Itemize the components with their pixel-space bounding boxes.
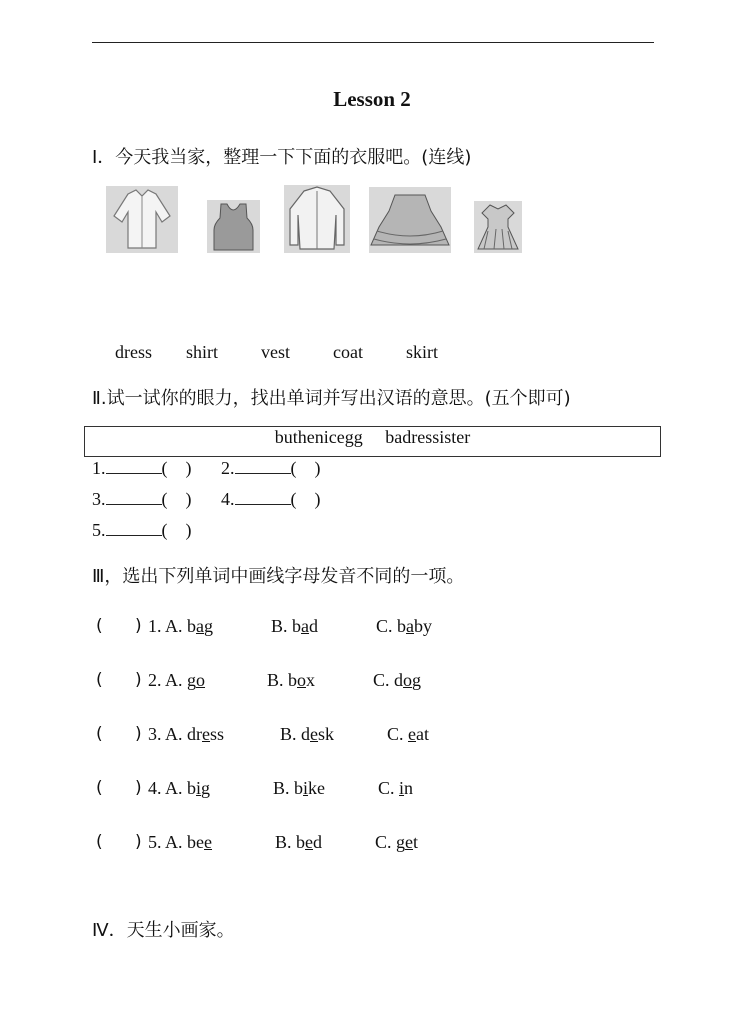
blank-5-line[interactable] <box>106 521 162 536</box>
question-1-option-a[interactable] <box>148 616 213 637</box>
question-2-option-a-underlined-letter: o <box>196 670 206 690</box>
blank-4-paren[interactable]: ( ) <box>290 489 321 509</box>
blank-2-paren[interactable]: ( ) <box>290 458 321 478</box>
question-4-option-b-pre: b <box>294 778 304 798</box>
question-4-option-c[interactable] <box>378 778 413 799</box>
question-5-option-c-post: t <box>413 832 419 852</box>
question-3-option-a-pre: dr <box>187 724 203 744</box>
question-5-option-c-label: C. <box>375 832 392 852</box>
question-1-option-a-post: g <box>204 616 214 636</box>
blank-2-number: 2. <box>221 458 235 478</box>
word-dress: dress <box>115 342 152 362</box>
section-3-heading: Ⅲ，选出下列单词中画线字母发音不同的一项。 <box>92 566 465 587</box>
question-2-option-a-pre: g <box>187 670 197 690</box>
question-3-option-b-pre: d <box>301 724 311 744</box>
word-coat: coat <box>333 342 363 362</box>
question-1-option-b-post: d <box>309 616 319 636</box>
question-1-option-c-post: by <box>414 616 433 636</box>
question-4-option-b[interactable] <box>273 778 325 799</box>
shirt-picture <box>106 186 178 253</box>
question-1-option-b-underlined-letter: a <box>301 616 310 636</box>
question-4-option-a-post: g <box>201 778 211 798</box>
question-5-option-c[interactable] <box>375 832 418 853</box>
question-4-option-a-underlined-letter: i <box>196 778 202 798</box>
question-4-option-b-post: ke <box>308 778 326 798</box>
question-5-option-b-underlined-letter: e <box>305 832 314 852</box>
blank-3-number: 3. <box>92 489 106 509</box>
question-1-option-a-label: 1. A. <box>148 616 183 636</box>
question-2-option-b-label: B. <box>267 670 284 690</box>
page-title: Lesson 2 <box>333 87 411 111</box>
section-4-heading: Ⅳ．天生小画家。 <box>92 920 235 941</box>
section-2-heading: Ⅱ.试一试你的眼力，找出单词并写出汉语的意思。(五个即可) <box>92 388 571 409</box>
question-3-option-a-underlined-letter: e <box>202 724 211 744</box>
question-1-option-c-underlined-letter: a <box>406 616 415 636</box>
question-2-option-b-pre: b <box>288 670 298 690</box>
question-1-option-c-label: C. <box>376 616 393 636</box>
question-5-answer-paren[interactable]: ( ) <box>96 832 142 852</box>
question-1-option-b[interactable] <box>271 616 318 637</box>
dress-picture <box>474 201 522 253</box>
question-2-option-c-post: g <box>412 670 422 690</box>
question-4-option-b-underlined-letter: i <box>303 778 309 798</box>
question-1-option-b-label: B. <box>271 616 288 636</box>
question-5-option-b[interactable] <box>275 832 322 853</box>
question-4-option-a[interactable] <box>148 778 210 799</box>
word-puzzle-text: buthenicegg badressister <box>274 427 471 447</box>
question-4-option-c-label: C. <box>378 778 395 798</box>
question-3-option-b-underlined-letter: e <box>310 724 319 744</box>
question-1-option-c-pre: b <box>397 616 407 636</box>
question-1-answer-paren[interactable]: ( ) <box>96 616 142 636</box>
question-5-option-a[interactable] <box>148 832 212 853</box>
question-3-option-c-underlined-letter: e <box>408 724 417 744</box>
blank-5-number: 5. <box>92 520 106 540</box>
blank-1 <box>92 458 192 479</box>
question-3-option-c-label: C. <box>387 724 404 744</box>
blank-3 <box>92 489 192 510</box>
vest-picture <box>207 200 260 253</box>
question-4-option-a-label: 4. A. <box>148 778 183 798</box>
question-1-option-a-underlined-letter: a <box>196 616 205 636</box>
question-2-option-b-underlined-letter: o <box>297 670 307 690</box>
header-rule <box>92 42 654 43</box>
question-4-option-a-pre: b <box>187 778 197 798</box>
question-5-option-a-underlined-letter: e <box>204 832 213 852</box>
question-1-option-c[interactable] <box>376 616 432 637</box>
question-1-option-a-pre: b <box>187 616 197 636</box>
question-4-option-b-label: B. <box>273 778 290 798</box>
question-5-option-c-underlined-letter: e <box>405 832 414 852</box>
question-3-option-b[interactable] <box>280 724 334 745</box>
question-1-option-b-pre: b <box>292 616 302 636</box>
question-3-option-a[interactable] <box>148 724 224 745</box>
question-2-option-a-label: 2. A. <box>148 670 183 690</box>
blank-5-paren[interactable]: ( ) <box>161 520 192 540</box>
word-skirt: skirt <box>406 342 439 362</box>
blank-3-paren[interactable]: ( ) <box>161 489 192 509</box>
blank-4 <box>221 489 321 510</box>
question-3-option-b-post: sk <box>318 724 335 744</box>
blank-5 <box>92 520 192 541</box>
coat-picture <box>284 185 350 253</box>
question-4-option-c-underlined-letter: i <box>399 778 405 798</box>
blank-4-number: 4. <box>221 489 235 509</box>
question-5-option-a-label: 5. A. <box>148 832 183 852</box>
blank-2 <box>221 458 321 479</box>
question-5-option-a-pre: be <box>187 832 205 852</box>
question-4-option-c-post: n <box>404 778 414 798</box>
blank-1-paren[interactable]: ( ) <box>161 458 192 478</box>
word-shirt: shirt <box>186 342 219 362</box>
blank-1-line[interactable] <box>106 459 162 474</box>
question-2-answer-paren[interactable]: ( ) <box>96 670 142 690</box>
blank-4-line[interactable] <box>235 490 291 505</box>
skirt-picture <box>369 187 451 253</box>
question-3-option-c-post: at <box>416 724 430 744</box>
question-4-answer-paren[interactable]: ( ) <box>96 778 142 798</box>
question-5-option-b-pre: b <box>296 832 306 852</box>
question-3-option-a-label: 3. A. <box>148 724 183 744</box>
question-3-option-a-post: ss <box>210 724 225 744</box>
question-3-option-c[interactable] <box>387 724 429 745</box>
word-vest: vest <box>261 342 290 362</box>
blank-2-line[interactable] <box>235 459 291 474</box>
question-2-option-c-label: C. <box>373 670 390 690</box>
question-3-answer-paren[interactable]: ( ) <box>96 724 142 744</box>
question-2-option-b-post: x <box>306 670 316 690</box>
question-2-option-c[interactable] <box>373 670 421 691</box>
section-1-heading: I．今天我当家，整理一下下面的衣服吧。(连线) <box>92 147 472 168</box>
question-5-option-b-label: B. <box>275 832 292 852</box>
blank-3-line[interactable] <box>106 490 162 505</box>
question-2-option-a[interactable] <box>148 670 205 691</box>
question-5-option-b-post: d <box>313 832 323 852</box>
question-2-option-c-pre: d <box>394 670 404 690</box>
question-5-option-c-pre: g <box>396 832 406 852</box>
question-2-option-b[interactable] <box>267 670 315 691</box>
question-2-option-c-underlined-letter: o <box>403 670 413 690</box>
question-3-option-b-label: B. <box>280 724 297 744</box>
blank-1-number: 1. <box>92 458 106 478</box>
